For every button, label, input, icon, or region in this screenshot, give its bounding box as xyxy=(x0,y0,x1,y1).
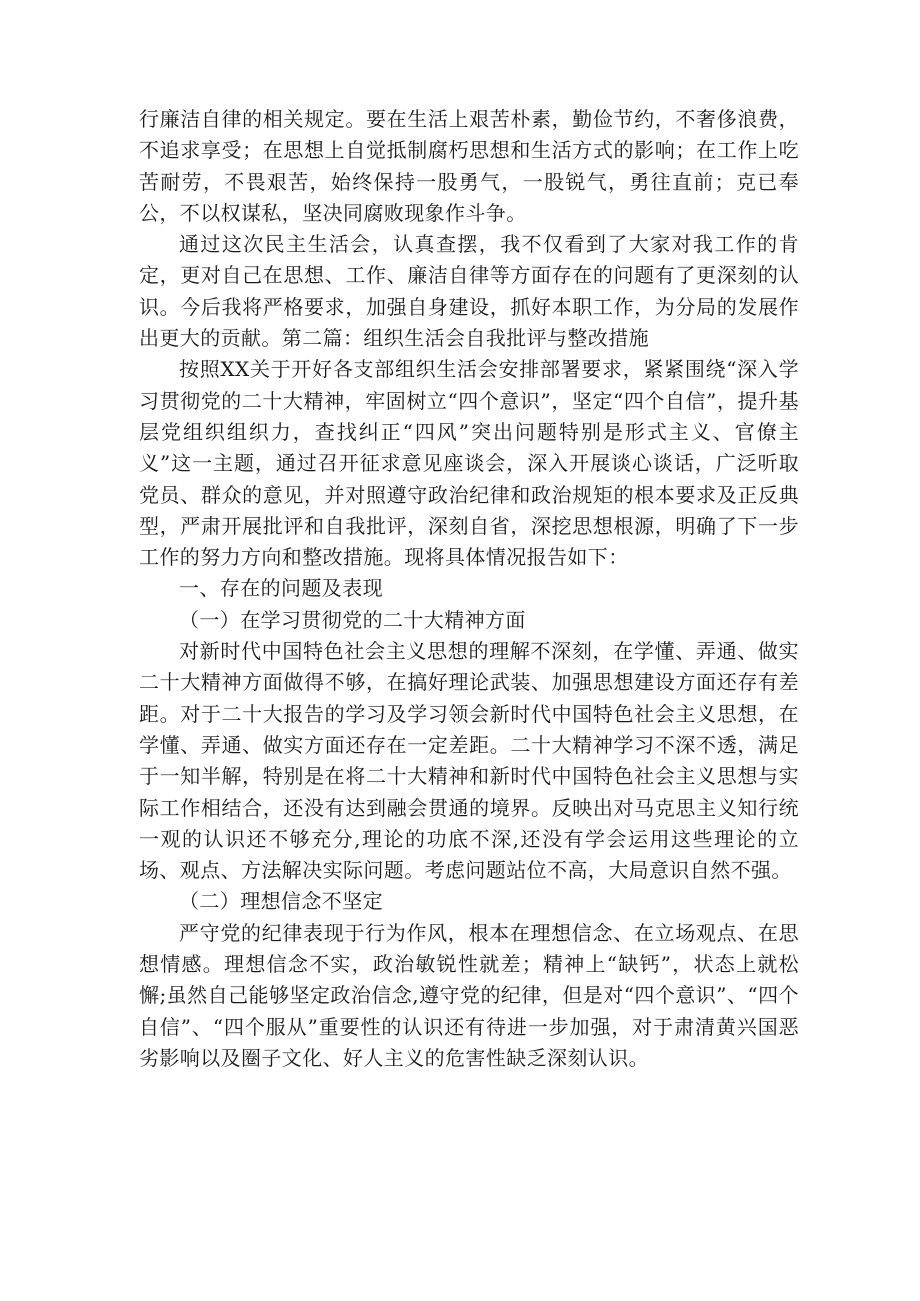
document-body xyxy=(139,104,799,1074)
paragraph-study: 对新时代中国特色社会主义思想的理解不深刻，在学懂、弄通、做实二十大精神方面做得不够，在搞好理论武装、加强思想建设方面还存有差距。对于二十大报告的学习及学习领会新时代中国特色社会主义思想，在学懂、弄通、做实方面还存在一定差距。二十大精神学习不深不透，满足于一知半解，特别是在将二十大精神和新时代中国特色社会主义思想与实际工作相结合，还没有达到融会贯通的境界。反映出对马克思主义知行统一观的认识还不够充分,理论的功底不深,还没有学会运用这些理论的立场、观点、方法解决实际问题。考虑问题站位不高，大局意识自然不强。 xyxy=(139,639,799,883)
paragraph-belief: 严守党的纪律表现于行为作风，根本在理想信念、在立场观点、在思想情感。理想信念不实，政治敏锐性就差；精神上“缺钙”，状态上就松懈;虽然自己能够坚定政治信念,遵守党的纪律，但是对“四个意识”、“四个自信”、“四个服从”重要性的认识还有待进一步加强，对于肃清黄兴国恶劣影响以及圈子文化、好人主义的危害性缺乏深刻认识。 xyxy=(139,920,799,1070)
paragraph-continuation: 行廉洁自律的相关规定。要在生活上艰苦朴素，勤俭节约，不奢侈浪费，不追求享受；在思想上自觉抵制腐朽思想和生活方式的影响；在工作上吃苦耐劳，不畏艰苦，始终保持一股勇气，一股锐气，勇往直前；克已奉公，不以权谋私，坚决同腐败现象作斗争。 xyxy=(139,107,799,225)
subsection-heading-belief: （二）理想信念不坚定 xyxy=(179,889,383,914)
section-heading-problems: 一、存在的问题及表现 xyxy=(179,576,383,601)
paragraph-conclusion: 通过这次民主生活会，认真查摆，我不仅看到了大家对我工作的肯定，更对自己在思想、工作、廉洁自律等方面存在的问题有了更深刻的认识。今后我将严格要求，加强自身建设，抓好本职工作，为分局的发展作出更大的贡献。第二篇：组织生活会自我批评与整改措施 xyxy=(139,232,799,351)
paragraph-intro: 按照XX关于开好各支部组织生活会安排部署要求，紧紧围绕“深入学习贯彻党的二十大精神，牢固树立“四个意识”，坚定“四个自信”，提升基层党组织组织力，查找纠正“四风”突出问题特别是形式主义、官僚主义”这一主题，通过召开征求意见座谈会，深入开展谈心谈话，广泛听取党员、群众的意见，并对照遵守政治纪律和政治规矩的根本要求及正反典型，严肃开展批评和自我批评，深刻自省，深挖思想根源，明确了下一步工作的努力方向和整改措施。现将具体情况报告如下： xyxy=(139,357,799,570)
subsection-heading-study: （一）在学习贯彻党的二十大精神方面 xyxy=(179,607,526,632)
